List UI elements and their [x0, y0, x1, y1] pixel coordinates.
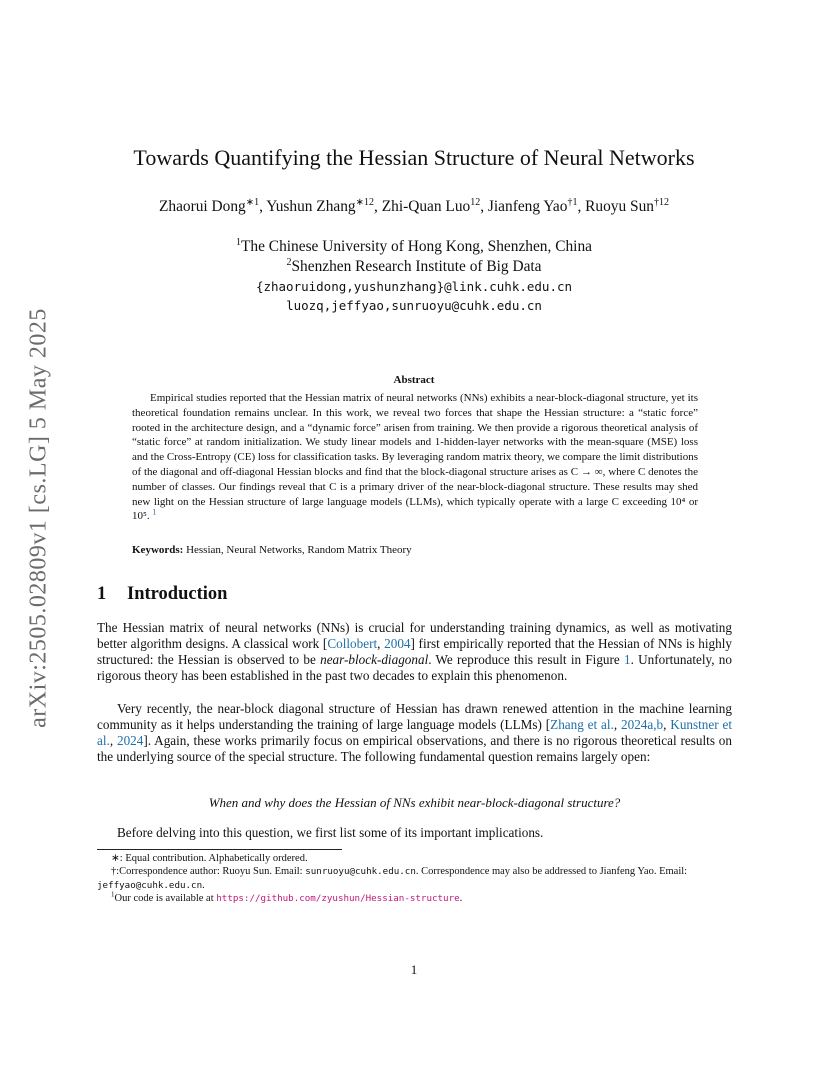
email-text: jeffyao@cuhk.edu.cn — [97, 879, 203, 891]
research-question: When and why does the Hessian of NNs exhibit near-block-diagonal structure? — [208, 795, 621, 810]
intro-paragraph-3: Before delving into this question, we first list some of its important implications. — [117, 825, 544, 840]
text-run: ] first empirically reported that the Hessian of NNs is highly structured: the Hessian is observed to be — [97, 636, 732, 668]
affiliation-1 — [0, 238, 828, 256]
text-run: . Unfortunately, no rigorous theory has been established in the past two decades to explain this phenomenon. — [97, 652, 732, 684]
affiliation-text: The Chinese University of Hong Kong, Shenzhen, China — [241, 238, 592, 255]
text-run: The Hessian matrix of neural networks (NNs) is crucial for understanding training dynamics, as well as motivating better algorithm designs. A classical work [ — [97, 620, 732, 652]
text-run: . — [459, 893, 463, 904]
section-number: 1 — [97, 584, 107, 604]
author-name: Yushun Zhang — [266, 198, 356, 215]
text-run: , — [109, 733, 117, 749]
author-name: Jianfeng Yao — [487, 198, 568, 215]
citation-link[interactable]: Zhang et al. — [550, 717, 614, 733]
footnote-mark: 1 — [111, 890, 115, 899]
email-line-2: luozq,jeffyao,sunruoyu@cuhk.edu.cn — [286, 298, 542, 313]
author-name: Ruoyu Sun — [585, 198, 654, 215]
author-affil-mark: 12 — [470, 196, 481, 208]
affiliation-mark: 2 — [286, 256, 292, 268]
text-run: , — [663, 717, 671, 733]
footnote-correspondence — [97, 865, 737, 892]
email-text: sunruoyu@cuhk.edu.cn — [305, 866, 416, 877]
author-name: Zhi-Quan Luo — [381, 198, 471, 215]
email-line-1: {zhaoruidong,yushunzhang}@link.cuhk.edu.cn — [255, 279, 573, 294]
text-run: . — [202, 879, 205, 891]
text-run: , — [613, 717, 622, 733]
text-run: , — [377, 636, 385, 652]
keywords-text: Hessian, Neural Networks, Random Matrix Theory — [186, 544, 412, 556]
github-link[interactable]: https://github.com/zyushun/Hessian-structure — [216, 893, 460, 904]
footnote-link-1[interactable]: 1 — [152, 507, 157, 517]
text-run: . Correspondence may also be addressed to Jianfeng Yao. — [415, 866, 657, 877]
section-heading — [97, 584, 227, 605]
intro-paragraph-1 — [97, 620, 732, 684]
affiliation-2 — [0, 258, 828, 276]
author-affil-mark: †12 — [654, 196, 669, 208]
abstract-heading: Abstract — [393, 374, 435, 386]
text-run: Very recently, the near-block diagonal structure of Hessian has drawn renewed attention in the machine learning community as it helps understanding the training of large language models (LLMs) [ — [97, 701, 732, 733]
affiliation-mark: 1 — [236, 236, 242, 248]
text-run: Our code is available at — [114, 893, 217, 904]
author-affil-mark: ∗12 — [355, 196, 375, 208]
arxiv-identifier: arXiv:2505.02809v1 [cs.LG] 5 May 2025 — [25, 308, 52, 728]
page-number: 1 — [410, 962, 418, 977]
section-title: Introduction — [127, 584, 228, 604]
emphasis-text: near-block-diagonal — [320, 652, 429, 668]
affiliation-text: Shenzhen Research Institute of Big Data — [291, 258, 542, 275]
keywords-label: Keywords: — [132, 544, 184, 556]
citation-link[interactable]: 2024a,b — [621, 717, 664, 733]
text-run: †:Correspondence author: Ruoyu Sun. Email: — [111, 866, 306, 877]
keywords — [132, 544, 412, 556]
citation-link[interactable]: 2004 — [384, 636, 411, 652]
author-list: Zhaorui Dong$^{∗1}$, Yushun Zhang$^{∗12}$, Zhi-Quan Luo$^{12}$, Jianfeng Yao$^{\dagger 1}$, Ruoyu Sun$^{\dagger 12}$ — [158, 196, 669, 215]
intro-paragraph-2 — [97, 701, 732, 765]
paper-title: Towards Quantifying the Hessian Structure of Neural Networks — [133, 145, 695, 170]
author-affil-mark: †1 — [567, 196, 578, 208]
footnote-equal-contribution: ∗: Equal contribution. Alphabetically ordered. — [111, 853, 308, 864]
abstract-body — [132, 391, 698, 524]
citation-link[interactable]: 2024 — [116, 733, 144, 749]
arxiv-sidebar — [24, 283, 54, 753]
footnote-code — [97, 892, 751, 906]
text-run: . We reproduce this result in Figure — [428, 652, 625, 668]
abstract-text: Empirical studies reported that the Hessian matrix of neural networks (NNs) exhibits a near-block-diagonal structure, yet its theoretical foundation remains unclear. In this work, we reveal two forces that shape the Hessian structure: a “static force” rooted in the architecture design, and a “dynamic force” arisen from training. We then provide a rigorous theoretical analysis of “static force” at random initialization. We study linear models and 1-hidden-layer networks with the mean-square (MSE) loss and the Cross-Entropy (CE) loss for classification tasks. By leveraging random matrix theory, we compare the limit distributions of the diagonal and off-diagonal Hessian blocks and find that the block-diagonal structure arises as C → ∞, where C denotes the number of classes. Our findings reveal that C is a primary driver of the near-block-diagonal structure. These results may shed new light on the Hessian structure of large language models (LLMs), which typically operate with a large C exceeding 10⁴ or 10⁵. — [132, 392, 698, 523]
author-name: Zhaorui Dong — [158, 198, 246, 215]
footnote-divider — [97, 849, 342, 850]
figure-link[interactable]: 1 — [624, 652, 631, 668]
text-run: Email: — [659, 866, 688, 877]
author-affil-mark: ∗1 — [245, 196, 260, 208]
citation-link[interactable]: Collobert — [327, 636, 378, 652]
citation-link[interactable]: Kunstner et al. — [97, 717, 733, 749]
text-run: ]. Again, these works primarily focus on empirical observations, and there is no rigorous theoretical results on the underlying source of the special structure. The following fundamental question remains largely open: — [97, 733, 732, 765]
